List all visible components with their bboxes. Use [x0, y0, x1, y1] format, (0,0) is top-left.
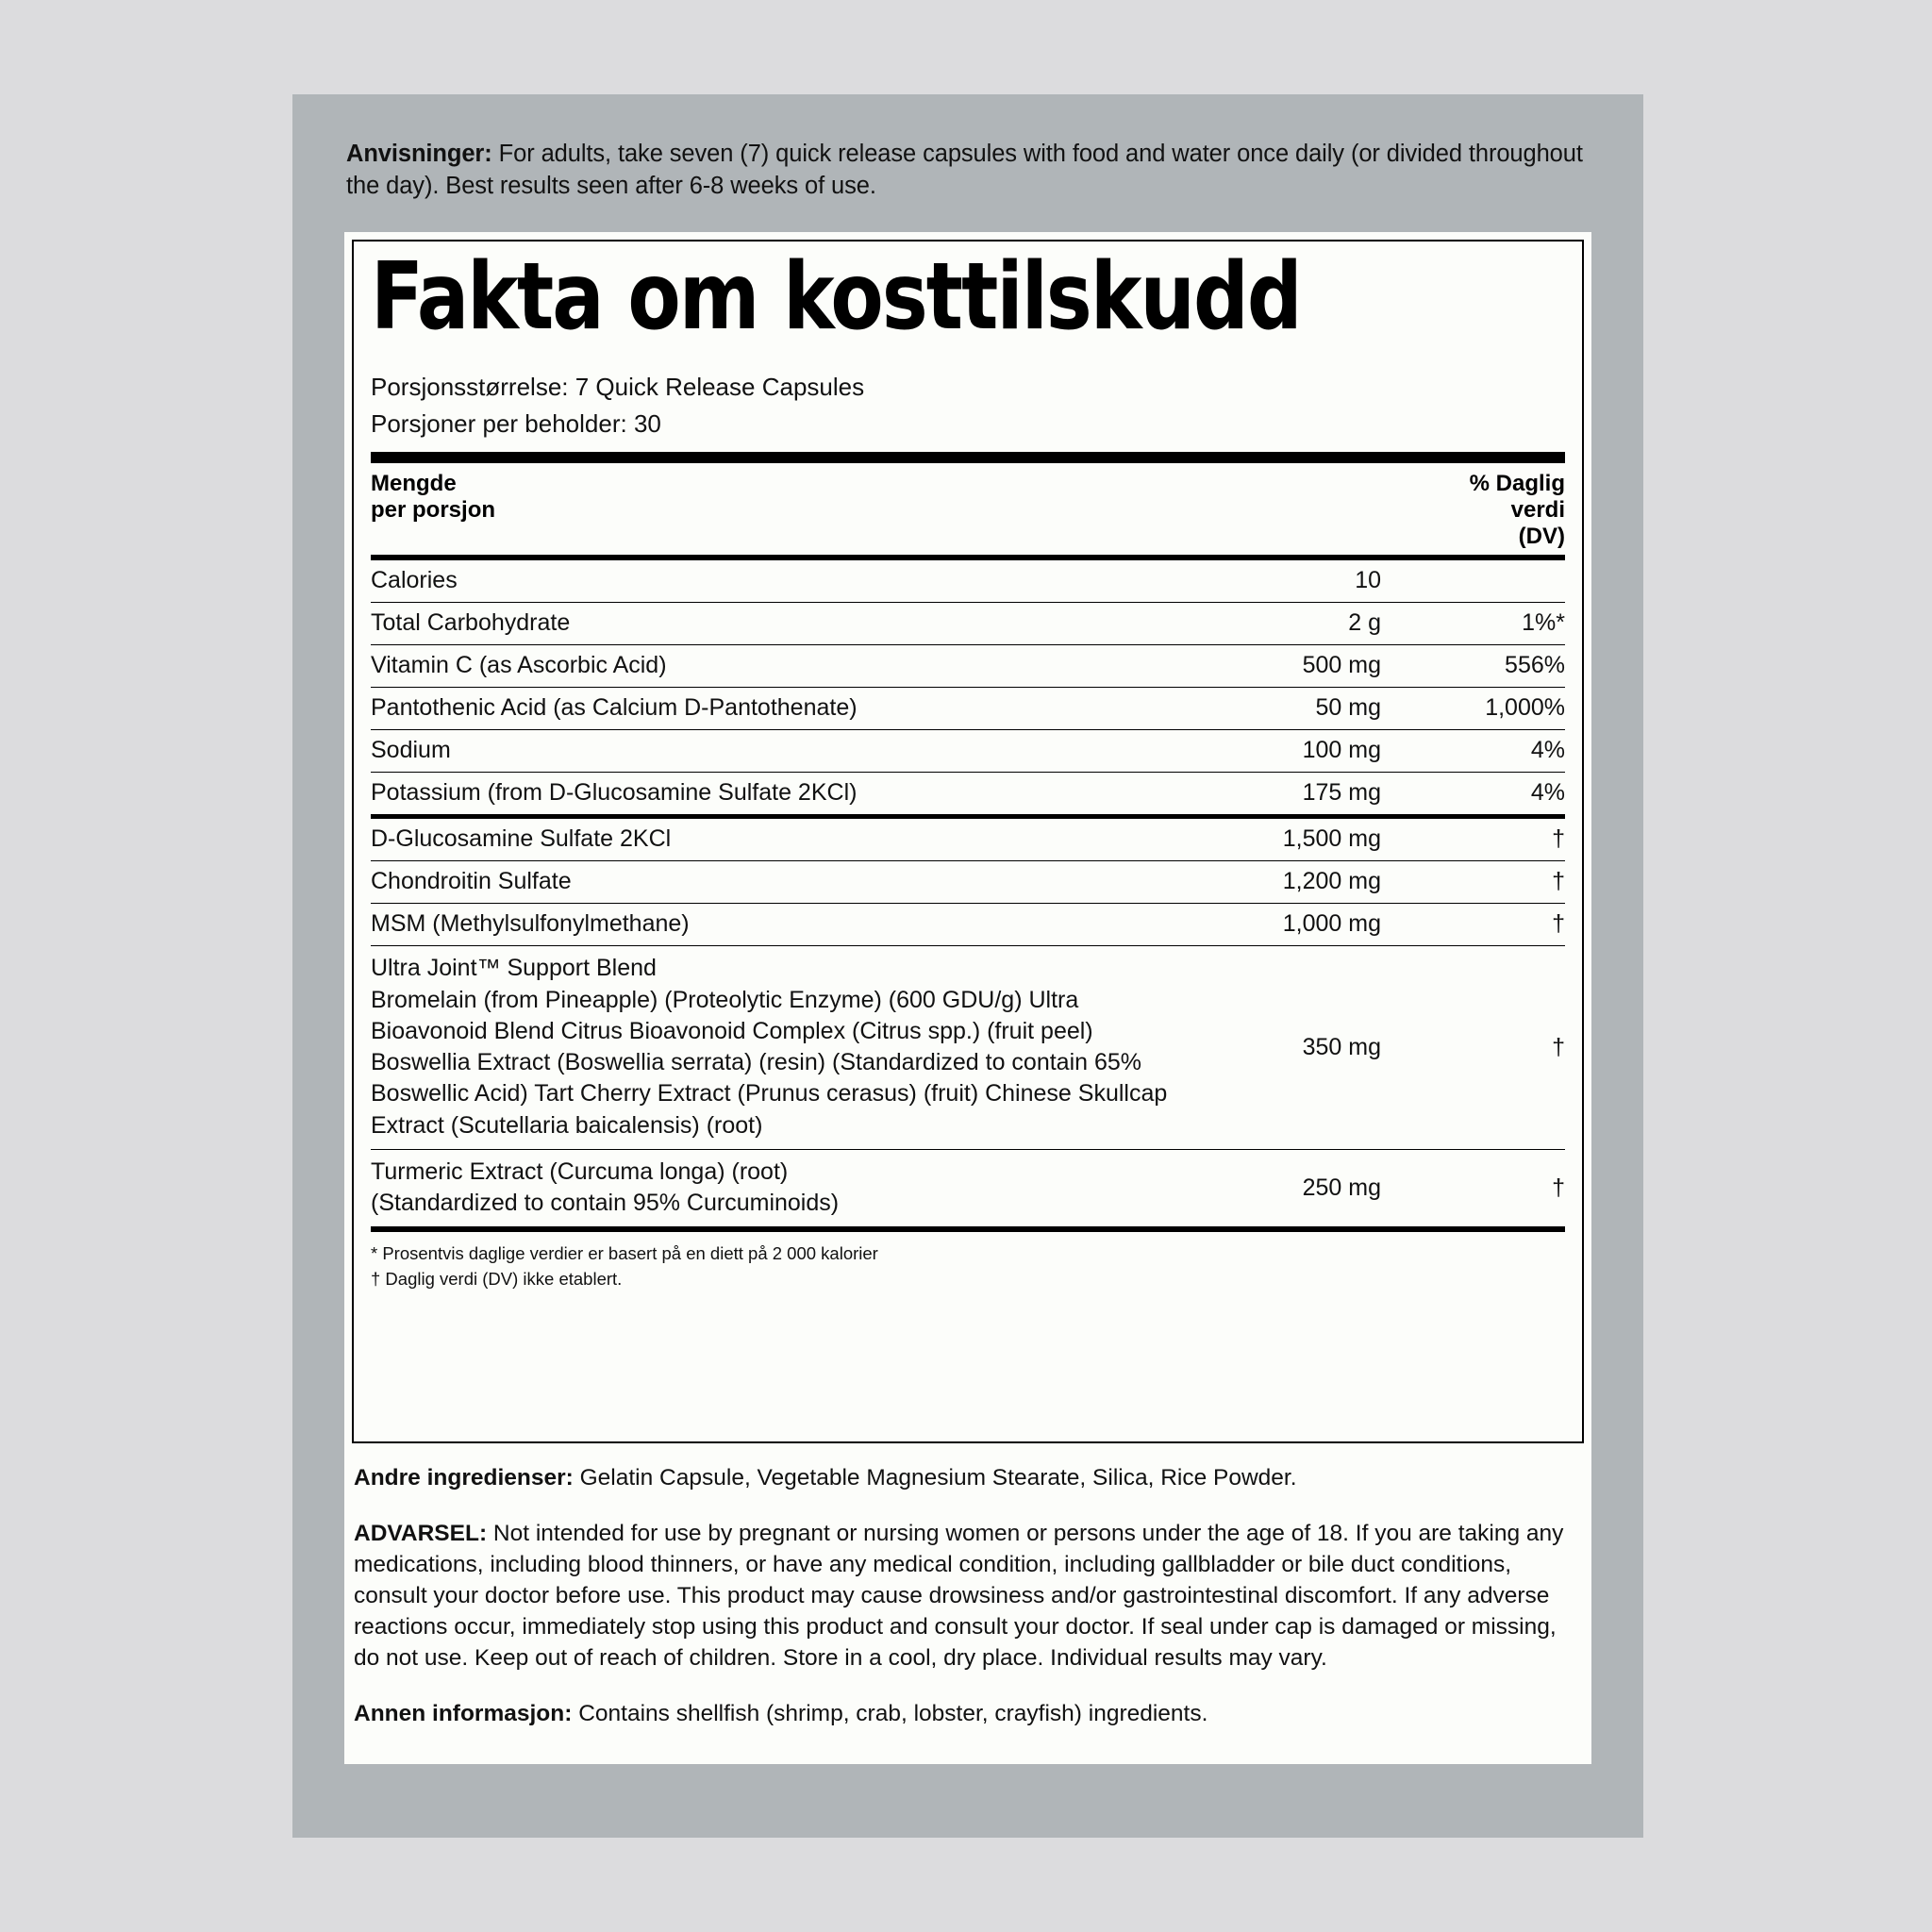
nutrient-dv: 1,000% — [1381, 688, 1565, 730]
table-row-turmeric — [371, 1149, 1565, 1226]
nutrient-amount: 10 — [1355, 567, 1381, 594]
amount-per-serving-header — [371, 471, 495, 524]
divider-thick-top — [371, 452, 1565, 463]
nutrient-dv: † — [1381, 817, 1565, 861]
footnotes-block — [371, 1232, 1565, 1291]
label-gray-card — [292, 94, 1643, 1838]
blend-dv: † — [1381, 946, 1565, 1150]
table-column-header — [371, 463, 1565, 555]
daily-value-header — [1470, 471, 1565, 549]
nutrient-dv: 556% — [1381, 645, 1565, 688]
footnote-dagger: † Daglig verdi (DV) ikke etablert. — [371, 1268, 623, 1289]
table-row-blend — [371, 946, 1565, 1150]
nutrient-name: Calories — [371, 567, 458, 594]
turmeric-line2: (Standardized to contain 95% Curcuminoids) — [371, 1190, 840, 1217]
nutrient-dv: 4% — [1381, 730, 1565, 773]
nutrient-name: Chondroitin Sulfate — [371, 861, 1183, 904]
nutrient-dv: 1%* — [1381, 603, 1565, 645]
other-ingredients-paragraph — [354, 1462, 1584, 1493]
nutrient-name: D-Glucosamine Sulfate 2KCl — [371, 817, 1183, 861]
directions-block — [346, 139, 1591, 203]
other-ingredients-label: Andre ingredienser: — [354, 1465, 574, 1491]
table-row — [371, 904, 1565, 946]
directions-label: Anvisninger: — [346, 141, 492, 167]
turmeric-line1: Turmeric Extract (Curcuma longa) (root) — [371, 1158, 789, 1185]
nutrient-amount: 100 mg — [1183, 730, 1381, 773]
supplement-facts-white-panel — [344, 232, 1591, 1764]
dv-header-line1: % Daglig — [1469, 470, 1565, 496]
table-row — [371, 817, 1565, 861]
nutrient-dv: 4% — [1381, 773, 1565, 817]
nutrient-dv — [1381, 560, 1565, 603]
warning-text: Not intended for use by pregnant or nursing women or persons under the age of 18. If you are taking any medications, including blood thinners, or have any medical condition, including gallbladder or bile duct conditions, consult your doctor before use. This product may cause drowsiness and/or gastrointestinal discomfort. If any adverse reactions occur, immediately stop using this product and consult your doctor. If seal under cap is damaged or missing, do not use. Keep out of reach of children. Store in a cool, dry place. Individual results may vary. — [354, 1521, 1564, 1672]
supplement-facts-box — [352, 240, 1584, 1443]
servings-per-container: Porsjoner per beholder: 30 — [371, 409, 661, 439]
dv-header-line3: (DV) — [1518, 523, 1565, 549]
nutrient-name: Total Carbohydrate — [371, 603, 1183, 645]
bottom-text-block — [354, 1462, 1584, 1729]
other-information-text: Contains shellfish (shrimp, crab, lobster, crayfish) ingredients. — [572, 1701, 1208, 1727]
nutrient-amount: 500 mg — [1183, 645, 1381, 688]
nutrient-name: Sodium — [371, 730, 1183, 773]
nutrient-dv: † — [1381, 861, 1565, 904]
supplement-facts-title: Fakta om kosttilskudd — [371, 243, 1301, 351]
nutrient-name: Pantothenic Acid (as Calcium D-Pantothenate) — [371, 688, 1183, 730]
nutrient-name: Potassium (from D-Glucosamine Sulfate 2KCl) — [371, 773, 1183, 817]
nutrient-name: Vitamin C (as Ascorbic Acid) — [371, 645, 1183, 688]
nutrient-amount: 50 mg — [1183, 688, 1381, 730]
blend-name-cell — [371, 946, 1183, 1150]
table-row — [371, 645, 1565, 688]
nutrient-amount: 2 g — [1183, 603, 1381, 645]
table-row — [371, 560, 1565, 603]
warning-label: ADVARSEL: — [354, 1521, 488, 1547]
footnote-star: * Prosentvis daglige verdier er basert på en diett på 2 000 kalorier — [371, 1243, 878, 1264]
other-information-label: Annen informasjon: — [354, 1701, 573, 1727]
amount-header-line1: Mengde — [371, 470, 457, 496]
dv-header-line2: verdi — [1510, 496, 1565, 523]
nutrient-name: MSM (Methylsulfonylmethane) — [371, 904, 1183, 946]
amount-header-line2: per porsjon — [371, 496, 496, 523]
turmeric-dv: † — [1381, 1149, 1565, 1226]
turmeric-name-cell — [371, 1149, 1183, 1226]
blend-title: Ultra Joint™ Support Blend — [371, 955, 657, 982]
table-row — [371, 861, 1565, 904]
nutrient-table — [371, 560, 1565, 1226]
nutrient-amount: 1,000 mg — [1183, 904, 1381, 946]
nutrient-dv: † — [1381, 904, 1565, 946]
nutrient-amount: 1,500 mg — [1183, 817, 1381, 861]
blend-description: Bromelain (from Pineapple) (Proteolytic Enzyme) (600 GDU/g) Ultra Bioavonoid Blend Citrus Bioavonoid Complex (Citrus spp.) (fruit peel) Boswellia Extract (Boswellia serrata) (resin) (Standardized to contain 65% Boswellic Acid) Tart Cherry Extract (Prunus cerasus) (fruit) Chinese Skullcap Extract (Scutellaria baicalensis) (root) — [371, 986, 1168, 1139]
other-information-paragraph — [354, 1698, 1584, 1729]
table-row — [371, 730, 1565, 773]
nutrient-amount: 1,200 mg — [1183, 861, 1381, 904]
blend-amount: 350 mg — [1183, 946, 1381, 1150]
table-row — [371, 603, 1565, 645]
table-row — [371, 688, 1565, 730]
warning-paragraph — [354, 1518, 1584, 1674]
turmeric-amount: 250 mg — [1183, 1149, 1381, 1226]
serving-size: Porsjonsstørrelse: 7 Quick Release Capsules — [371, 373, 865, 401]
nutrient-amount: 175 mg — [1183, 773, 1381, 817]
table-row — [371, 773, 1565, 817]
directions-text: For adults, take seven (7) quick release capsules with food and water once daily (or divided throughout the day). Best results seen after 6-8 weeks of use. — [346, 141, 1583, 199]
other-ingredients-text: Gelatin Capsule, Vegetable Magnesium Stearate, Silica, Rice Powder. — [573, 1465, 1297, 1491]
